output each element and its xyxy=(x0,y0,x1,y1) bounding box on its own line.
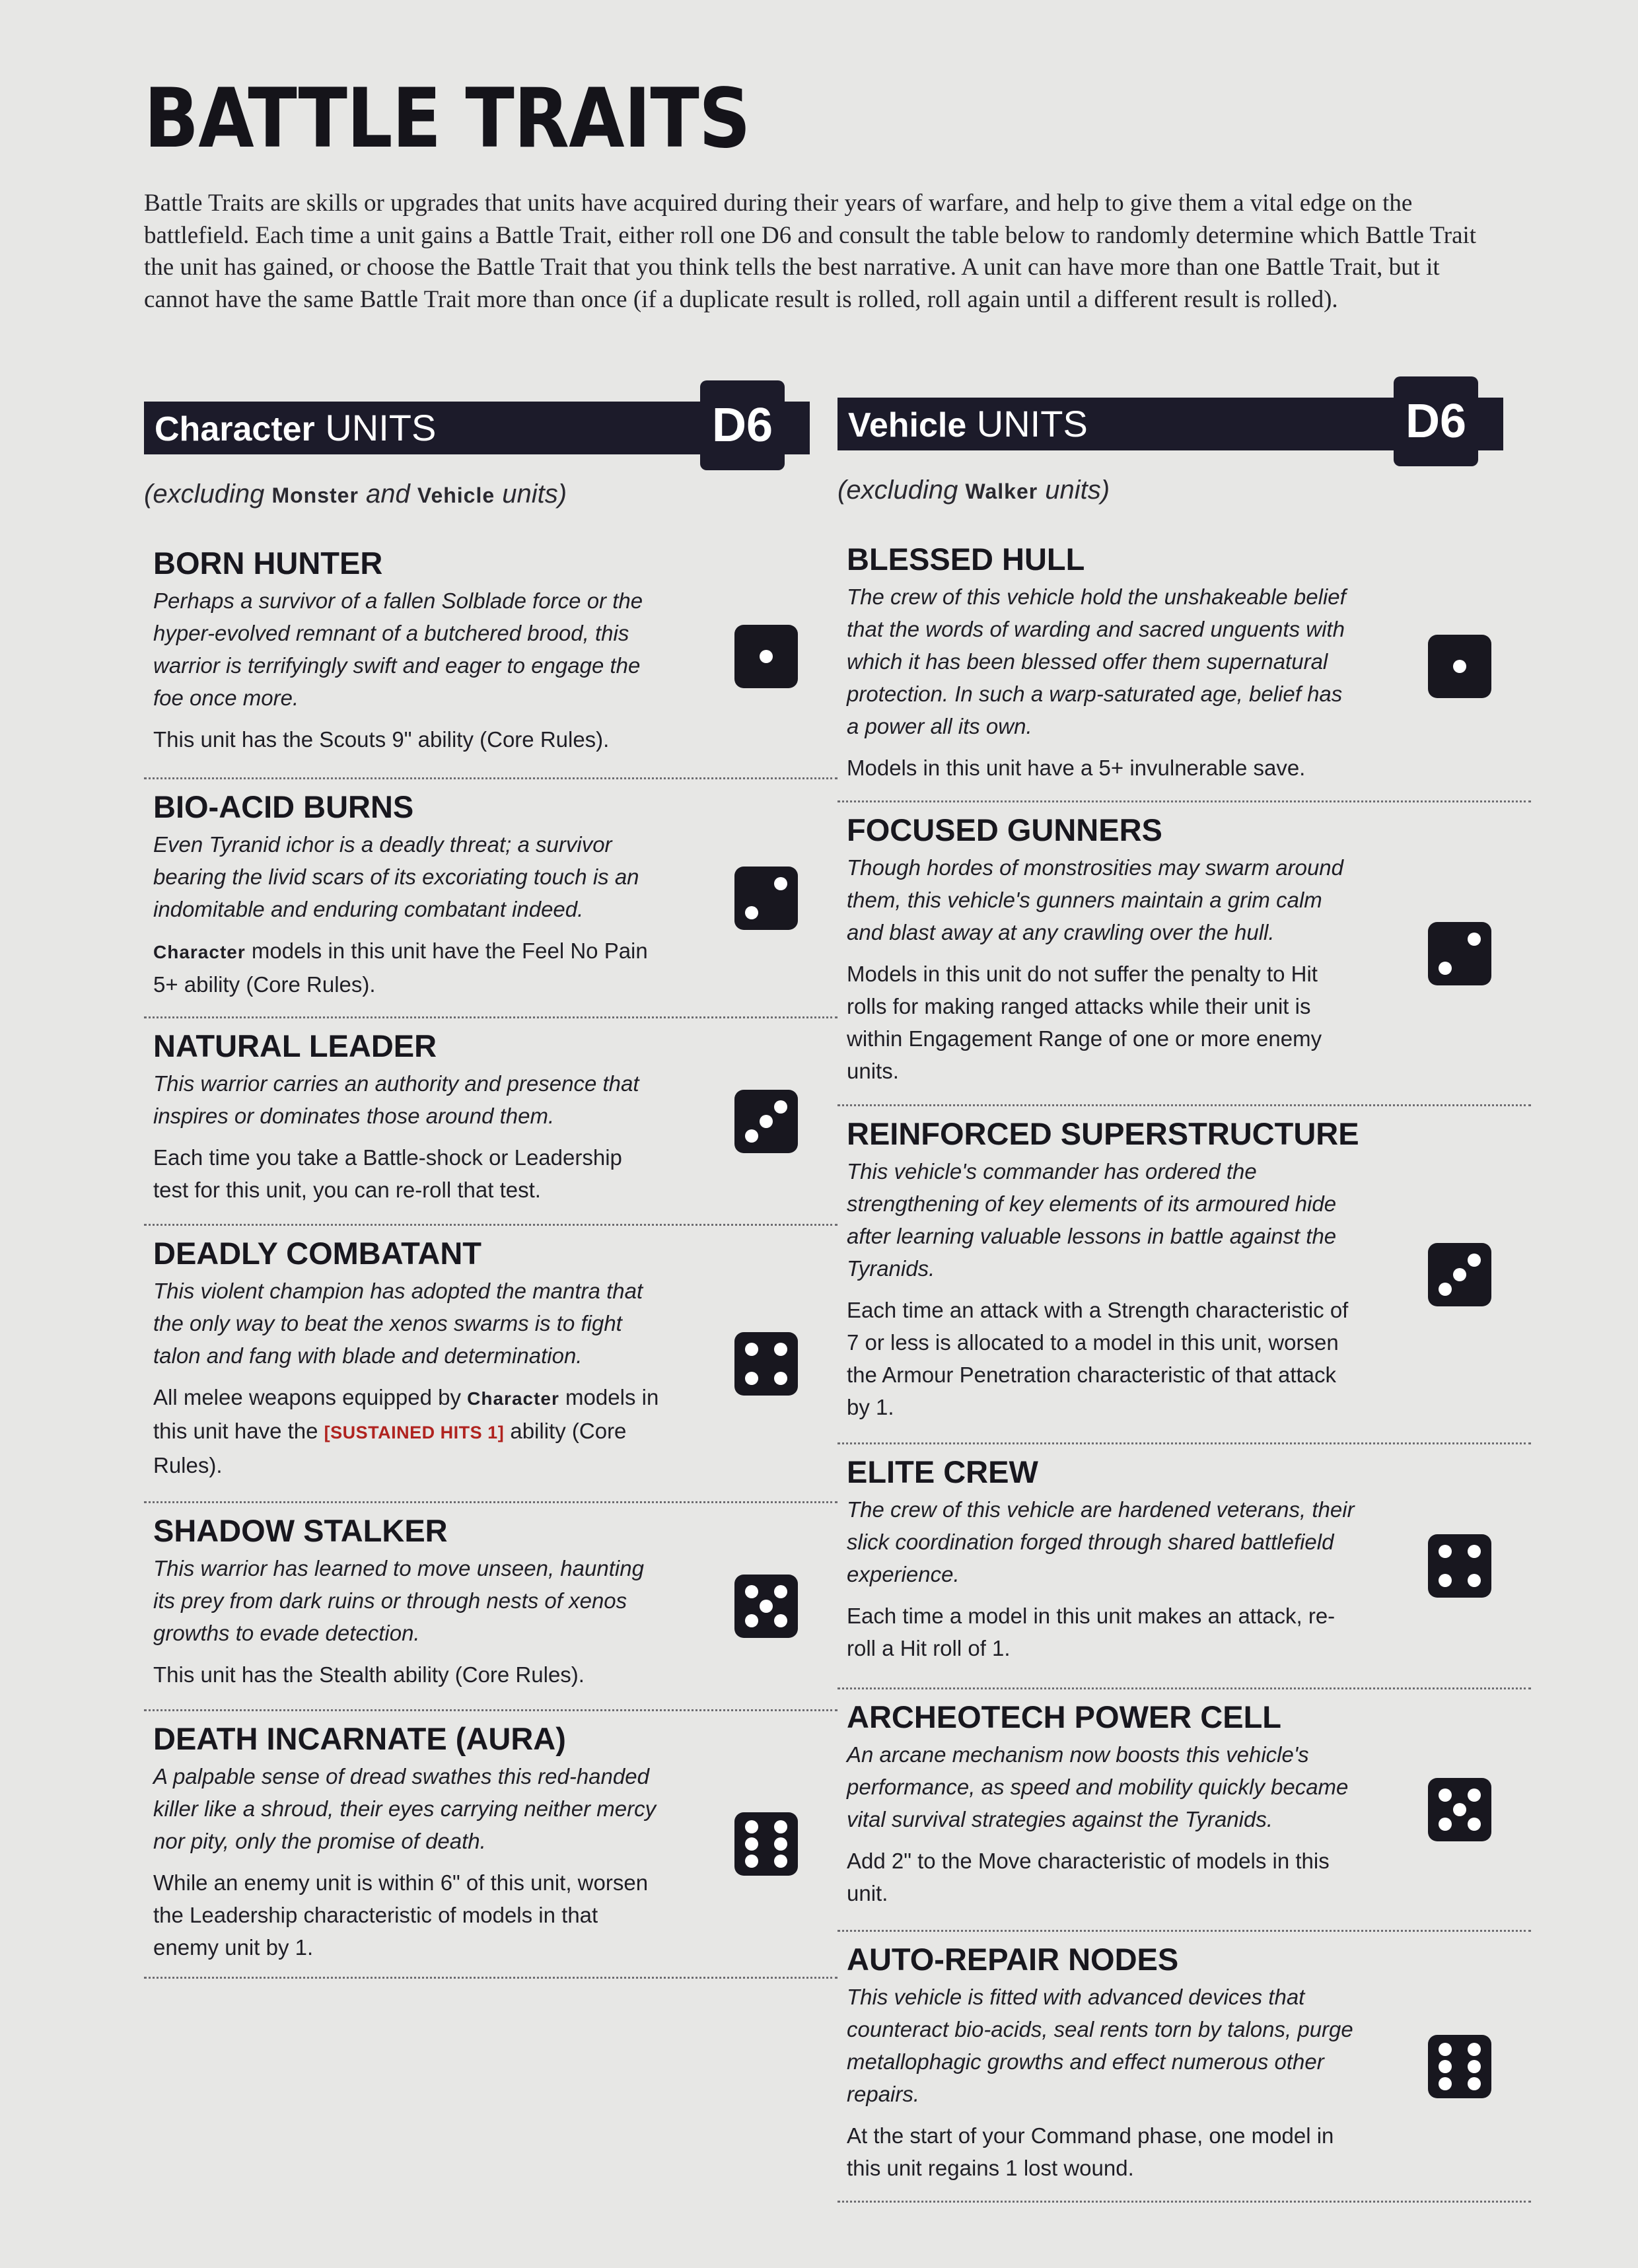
die-pip xyxy=(1453,1803,1466,1816)
trait-rule: At the start of your Command phase, one model in this unit regains 1 lost wound. xyxy=(847,2123,1334,2180)
trait-name: BLESSED HULL xyxy=(847,542,1085,577)
trait-flavor: Even Tyranid ichor is a deadly threat; a survivor bearing the livid scars of its excoriating touch is an indomitable and enduring combatant indeed. xyxy=(153,832,639,921)
subtitle-text: units) xyxy=(495,479,567,509)
trait-flavor: This warrior carries an authority and presence that inspires or dominates those around them. xyxy=(153,1071,639,1128)
trait-flavor: This warrior has learned to move unseen, haunting its prey from dark ruins or through nests of xenos growths to evade detection. xyxy=(153,1556,644,1645)
trait-focused-gunners xyxy=(837,802,1531,1106)
trait-rule: While an enemy unit is within 6" of this unit, worsen the Leadership characteristic of models in that enemy unit by 1. xyxy=(153,1870,649,1960)
d6-tab: D6 xyxy=(1394,376,1478,466)
rule-keyword: Character xyxy=(467,1388,559,1409)
die-pip xyxy=(774,1585,787,1598)
trait-rule: Models in this unit have a 5+ invulnerable save. xyxy=(847,756,1306,780)
die-pip xyxy=(1468,933,1481,946)
trait-rule xyxy=(153,1381,662,1481)
subtitle-text: and xyxy=(358,479,417,509)
trait-rule: Each time you take a Battle-shock or Leadership test for this unit, you can re-roll that test. xyxy=(153,1145,622,1202)
die-pip xyxy=(774,1855,787,1868)
trait-flavor: This vehicle's commander has ordered the strengthening of key elements of its armoured hide after learning valuable lessons in battle against the Tyranids. xyxy=(847,1159,1337,1281)
trait-flavor: Perhaps a survivor of a fallen Solblade force or the hyper-evolved remnant of a butchered brood, this warrior is terrifyingly swift and eager to engage the foe once more. xyxy=(153,588,643,710)
die-face-1-icon xyxy=(734,625,798,688)
character-units-column xyxy=(144,380,837,1979)
die-face-5-icon xyxy=(1428,1778,1491,1841)
subtitle-text: units) xyxy=(1038,476,1110,505)
trait-rule: This unit has the Stealth ability (Core Rules). xyxy=(153,1662,585,1687)
trait-deadly-combatant xyxy=(144,1226,837,1503)
trait-rule: This unit has the Scouts 9" ability (Core Rules). xyxy=(153,727,610,752)
die-pip xyxy=(760,1600,773,1613)
trait-rule: Add 2" to the Move characteristic of models in this unit. xyxy=(847,1849,1330,1905)
trait-name: ARCHEOTECH POWER CELL xyxy=(847,1699,1281,1734)
die-pip xyxy=(1439,2060,1452,2073)
die-pip xyxy=(1439,1574,1452,1587)
die-pip xyxy=(1453,660,1466,673)
die-pip xyxy=(760,650,773,663)
trait-name: FOCUSED GUNNERS xyxy=(847,812,1162,847)
rule-text: ability (Core Rules). xyxy=(153,1419,627,1477)
trait-auto-repair-nodes xyxy=(837,1932,1531,2203)
trait-reinforced-superstructure xyxy=(837,1106,1531,1444)
trait-flavor: An arcane mechanism now boosts this vehicle's performance, as speed and mobility quickly became vital survival strategies against the Tyranids. xyxy=(847,1742,1349,1831)
trait-name: DEADLY COMBATANT xyxy=(153,1236,481,1271)
subtitle-text: (excluding xyxy=(144,479,272,509)
trait-born-hunter xyxy=(144,536,837,779)
die-pip xyxy=(774,1372,787,1385)
die-pip xyxy=(1453,1268,1466,1281)
rule-ability-keyword: [SUSTAINED HITS 1] xyxy=(324,1423,505,1442)
die-pip xyxy=(1468,1574,1481,1587)
die-face-4-icon xyxy=(734,1332,798,1396)
die-face-3-icon xyxy=(1428,1243,1491,1306)
die-pip xyxy=(1468,2060,1481,2073)
die-face-1-icon xyxy=(1428,635,1491,698)
trait-rule xyxy=(153,935,662,1001)
rule-text: models in this unit have the Feel No Pain 5+ ability (Core Rules). xyxy=(153,939,648,997)
subtitle-keyword: Vehicle xyxy=(417,483,495,507)
header-strong-text: Vehicle xyxy=(848,406,967,444)
die-pip xyxy=(1468,1818,1481,1831)
die-pip xyxy=(1439,2077,1452,2090)
trait-flavor: The crew of this vehicle are hardened veterans, their slick coordination forged through shared battlefield experience. xyxy=(847,1497,1355,1586)
die-pip xyxy=(745,1585,758,1598)
subtitle-keyword: Monster xyxy=(271,483,359,507)
die-pip xyxy=(774,1100,787,1114)
trait-name: NATURAL LEADER xyxy=(153,1028,437,1063)
header-light-text: UNITS xyxy=(325,407,437,448)
trait-name: REINFORCED SUPERSTRUCTURE xyxy=(847,1116,1359,1151)
trait-death-incarnate xyxy=(144,1711,837,1979)
die-pip xyxy=(745,1343,758,1356)
vehicle-units-subtitle xyxy=(837,476,1531,505)
header-strong-text: Character xyxy=(155,410,315,448)
die-pip xyxy=(1468,2077,1481,2090)
vehicle-units-column xyxy=(837,376,1531,2203)
die-pip xyxy=(745,1820,758,1833)
trait-flavor: This vehicle is fitted with advanced devices that counteract bio-acids, seal rents torn by talons, purge metallophagic growths and effect numerous other repairs. xyxy=(847,1985,1353,2106)
trait-flavor: The crew of this vehicle hold the unshakeable belief that the words of warding and sacred unguents with which it has been blessed offer them supernatural protection. In such a warp-saturated age, belief has a power all its own. xyxy=(847,585,1346,738)
character-trait-list xyxy=(144,536,837,1979)
die-pip xyxy=(1439,962,1452,975)
intro-paragraph: Battle Traits are skills or upgrades that units have acquired during their years of warfare, and help to give them a vital edge on the battlefield. Each time a unit gains a Battle Trait, either roll one D6 and consult the table below to randomly determine which Battle Trait the unit has gained, or choose the Battle Trait that you think tells the best narrative. A unit can have more than one Battle Trait, but it cannot have the same Battle Trait more than once (if a duplicate result is rolled, roll again until a different result is rolled). xyxy=(144,190,1477,313)
rule-keyword: Character xyxy=(153,942,246,962)
character-units-header xyxy=(144,380,837,457)
die-pip xyxy=(745,1855,758,1868)
trait-natural-leader xyxy=(144,1018,837,1226)
trait-flavor: Though hordes of monstrosities may swarm around them, this vehicle's gunners maintain a grim calm and blast away at any crawling over the hull. xyxy=(847,855,1344,944)
die-face-4-icon xyxy=(1428,1534,1491,1598)
die-pip xyxy=(745,1837,758,1851)
die-pip xyxy=(774,1820,787,1833)
trait-archeotech-power-cell xyxy=(837,1689,1531,1932)
trait-flavor: This violent champion has adopted the mantra that the only way to beat the xenos swarms is to fight talon and fang with blade and determination. xyxy=(153,1279,643,1368)
die-face-6-icon xyxy=(734,1812,798,1876)
vehicle-units-header xyxy=(837,376,1531,453)
trait-name: SHADOW STALKER xyxy=(153,1513,448,1548)
trait-name: AUTO-REPAIR NODES xyxy=(847,1942,1179,1977)
vehicle-trait-list xyxy=(837,532,1531,2203)
character-units-subtitle xyxy=(144,479,837,509)
trait-name: BORN HUNTER xyxy=(153,546,383,581)
trait-rule: Each time an attack with a Strength characteristic of 7 or less is allocated to a model in this unit, worsen the Armour Penetration characteristic of that attack by 1. xyxy=(847,1298,1349,1419)
die-pip xyxy=(1439,1545,1452,1558)
trait-shadow-stalker xyxy=(144,1503,837,1711)
trait-name: BIO-ACID BURNS xyxy=(153,789,414,824)
trait-name: DEATH INCARNATE (AURA) xyxy=(153,1721,566,1756)
die-pip xyxy=(1439,2043,1452,2056)
die-face-6-icon xyxy=(1428,2035,1491,2098)
die-face-5-icon xyxy=(734,1575,798,1638)
die-pip xyxy=(774,1837,787,1851)
d6-tab: D6 xyxy=(700,380,785,470)
subtitle-text: (excluding xyxy=(837,476,966,505)
header-light-text: UNITS xyxy=(976,403,1088,444)
die-face-2-icon xyxy=(734,867,798,930)
die-pip xyxy=(1468,1789,1481,1802)
die-pip xyxy=(760,1115,773,1128)
page-title: BATTLE TRAITS xyxy=(144,71,750,166)
die-pip xyxy=(774,1343,787,1356)
die-pip xyxy=(1439,1818,1452,1831)
trait-rule: Models in this unit do not suffer the penalty to Hit rolls for making ranged attacks while their unit is within Engagement Range of one or more enemy units. xyxy=(847,962,1322,1083)
die-pip xyxy=(1468,1545,1481,1558)
die-face-3-icon xyxy=(734,1090,798,1153)
trait-bio-acid-burns xyxy=(144,779,837,1018)
trait-elite-crew xyxy=(837,1444,1531,1689)
die-pip xyxy=(1468,2043,1481,2056)
die-pip xyxy=(1439,1283,1452,1296)
trait-name: ELITE CREW xyxy=(847,1454,1038,1489)
trait-flavor: A palpable sense of dread swathes this red-handed killer like a shroud, their eyes carrying neither mercy nor pity, only the promise of death. xyxy=(153,1764,657,1853)
die-pip xyxy=(745,1614,758,1627)
die-pip xyxy=(745,906,758,919)
rule-text: All melee weapons equipped by xyxy=(153,1385,468,1409)
die-face-2-icon xyxy=(1428,922,1491,985)
trait-rule: Each time a model in this unit makes an attack, re-roll a Hit roll of 1. xyxy=(847,1604,1335,1660)
die-pip xyxy=(745,1129,758,1143)
die-pip xyxy=(745,1372,758,1385)
die-pip xyxy=(1468,1254,1481,1267)
die-pip xyxy=(774,877,787,890)
trait-blessed-hull xyxy=(837,532,1531,802)
die-pip xyxy=(1439,1789,1452,1802)
die-pip xyxy=(774,1614,787,1627)
subtitle-keyword: Walker xyxy=(965,479,1038,503)
rule-text: models in this unit have the xyxy=(153,1385,659,1443)
